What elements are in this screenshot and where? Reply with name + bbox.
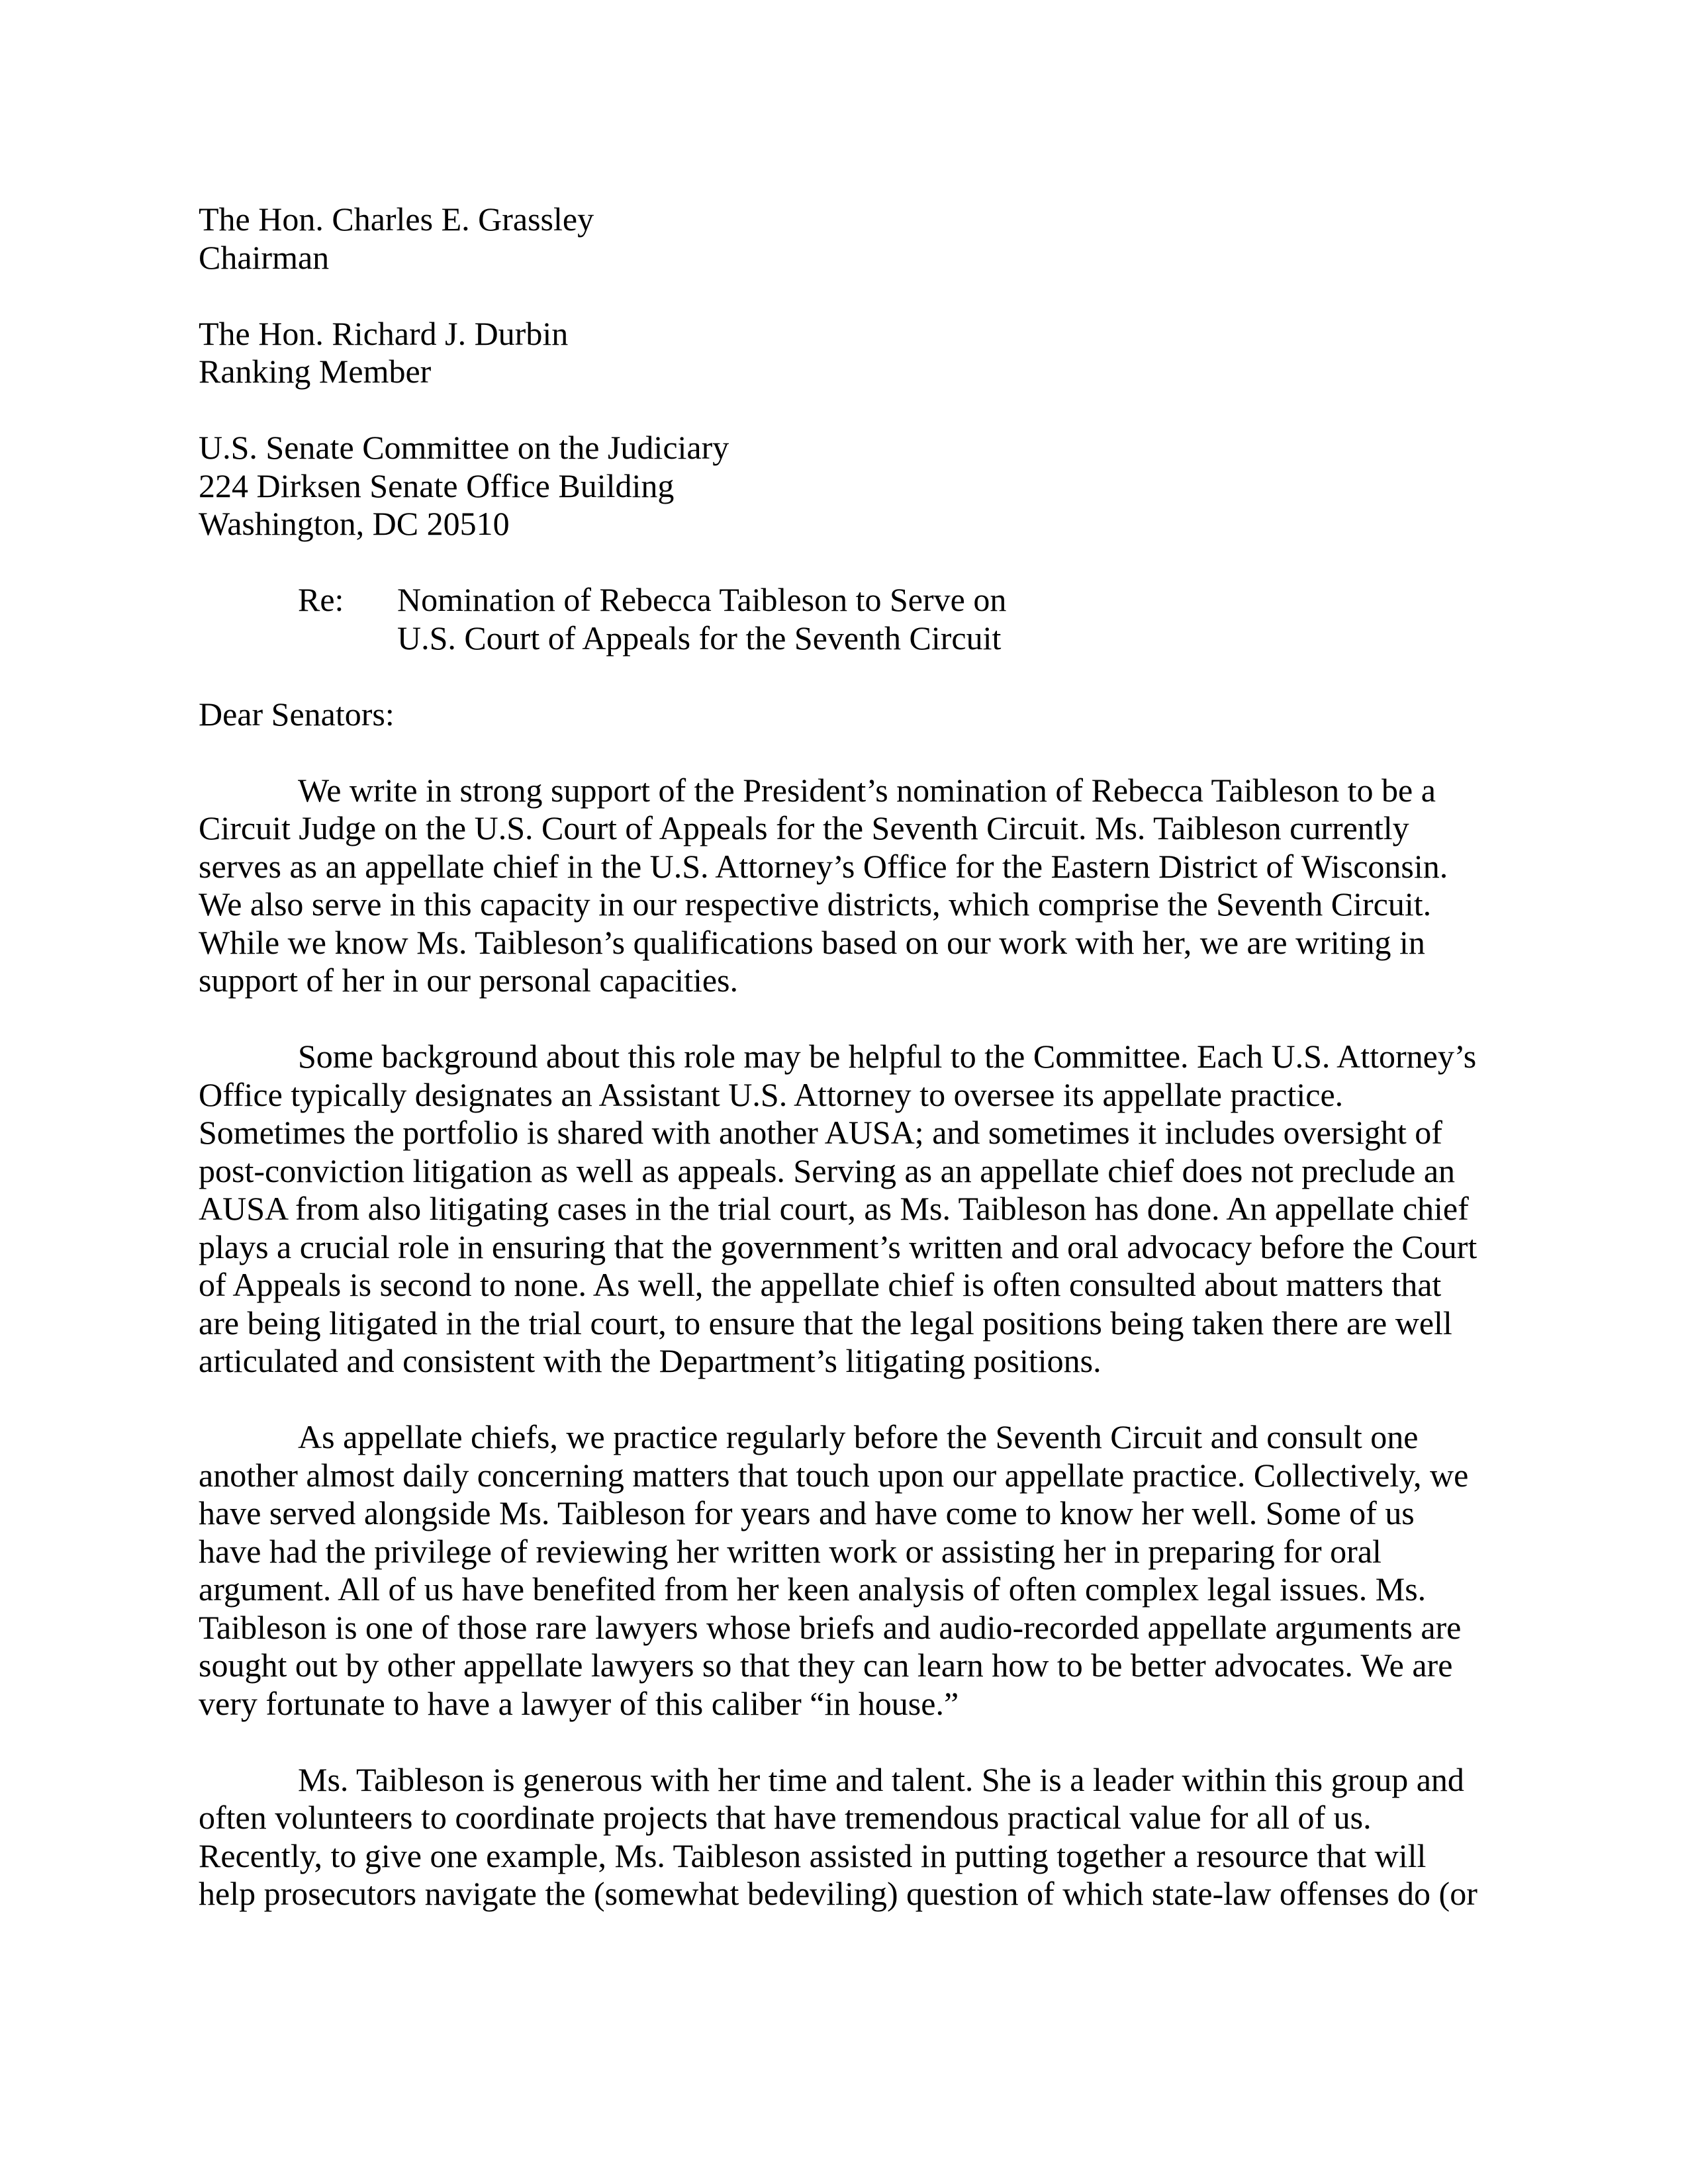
- text-line: are being litigated in the trial court, to ensure that the legal positions being taken there are well: [199, 1304, 1452, 1342]
- letter-page: [199, 201, 1489, 1951]
- text-line: Ms. Taibleson is generous with her time and talent. She is a leader within this group and: [298, 1760, 1464, 1798]
- text-line: We also serve in this capacity in our respective districts, which comprise the Seventh Circuit.: [199, 886, 1432, 923]
- paragraph-2: [199, 1038, 1489, 1381]
- addressee-grassley: [199, 201, 1489, 277]
- text-line: articulated and consistent with the Department’s litigating positions.: [199, 1342, 1102, 1379]
- text-line: very fortunate to have a lawyer of this caliber “in house.”: [199, 1684, 959, 1722]
- text-line: serves as an appellate chief in the U.S. Attorney’s Office for the Eastern District of Wisconsin.: [199, 847, 1448, 885]
- salutation: [199, 696, 1489, 734]
- addressee-durbin: [199, 315, 1489, 391]
- addressee-name: The Hon. Charles E. Grassley: [199, 201, 594, 238]
- addressee-title: Ranking Member: [199, 353, 432, 390]
- addressee-title: Chairman: [199, 238, 330, 276]
- text-line: have had the privilege of reviewing her written work or assisting her in preparing for oral: [199, 1532, 1382, 1570]
- re-line: Nomination of Rebecca Taibleson to Serve on: [397, 581, 1007, 618]
- text-line: Some background about this role may be helpful to the Committee. Each U.S. Attorney’s: [298, 1038, 1477, 1075]
- text-line: plays a crucial role in ensuring that the government’s written and oral advocacy before the Court: [199, 1228, 1477, 1265]
- committee-address: [199, 429, 1489, 543]
- text-line: have served alongside Ms. Taibleson for years and have come to know her well. Some of us: [199, 1494, 1415, 1531]
- text-line: Recently, to give one example, Ms. Taibleson assisted in putting together a resource that will: [199, 1837, 1427, 1874]
- text-line: another almost daily concerning matters that touch upon our appellate practice. Collectively, we: [199, 1456, 1469, 1494]
- re-line: U.S. Court of Appeals for the Seventh Circuit: [397, 619, 1002, 657]
- text-line: Sometimes the portfolio is shared with another AUSA; and sometimes it includes oversight of: [199, 1114, 1442, 1151]
- text-line: Taibleson is one of those rare lawyers whose briefs and audio-recorded appellate arguments are: [199, 1608, 1462, 1646]
- text-line: post-conviction litigation as well as appeals. Serving as an appellate chief does not preclude an: [199, 1152, 1456, 1189]
- text-line: help prosecutors navigate the (somewhat bedeviling) question of which state-law offenses do (or: [199, 1875, 1477, 1912]
- salutation-text: Dear Senators:: [199, 695, 395, 733]
- text-line: of Appeals is second to none. As well, the appellate chief is often consulted about matters that: [199, 1266, 1442, 1303]
- text-line: Office typically designates an Assistant U.S. Attorney to oversee its appellate practice.: [199, 1075, 1344, 1113]
- text-line: We write in strong support of the President’s nomination of Rebecca Taibleson to be a: [298, 771, 1436, 809]
- text-line: support of her in our personal capacities.: [199, 962, 739, 999]
- address-line: U.S. Senate Committee on the Judiciary: [199, 429, 729, 466]
- text-line: While we know Ms. Taibleson’s qualifications based on our work with her, we are writing in: [199, 923, 1425, 961]
- text-line: sought out by other appellate lawyers so that they can learn how to be better advocates. We are: [199, 1647, 1453, 1684]
- address-line: Washington, DC 20510: [199, 505, 510, 542]
- text-line: AUSA from also litigating cases in the trial court, as Ms. Taibleson has done. An appellate chief: [199, 1190, 1469, 1227]
- text-line: As appellate chiefs, we practice regularly before the Seventh Circuit and consult one: [298, 1418, 1419, 1455]
- paragraph-4: [199, 1761, 1489, 1913]
- text-line: argument. All of us have benefited from her keen analysis of often complex legal issues. Ms.: [199, 1570, 1427, 1608]
- paragraph-3: [199, 1418, 1489, 1723]
- paragraph-1: [199, 772, 1489, 1000]
- address-line: 224 Dirksen Senate Office Building: [199, 467, 675, 504]
- addressee-name: The Hon. Richard J. Durbin: [199, 314, 569, 352]
- text-line: Circuit Judge on the U.S. Court of Appeals for the Seventh Circuit. Ms. Taibleson currently: [199, 809, 1409, 846]
- text-line: often volunteers to coordinate projects that have tremendous practical value for all of us.: [199, 1799, 1372, 1836]
- re-subject: [199, 581, 1489, 657]
- re-label: Re:: [298, 581, 344, 618]
